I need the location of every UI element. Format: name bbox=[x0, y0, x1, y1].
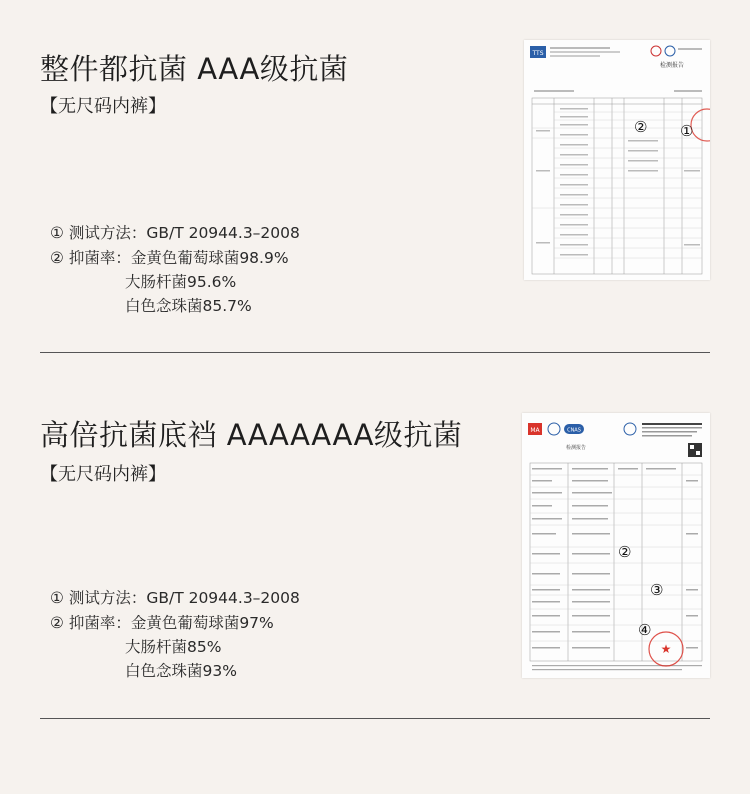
inhibition-rate-staph: ② 抑菌率：金黄色葡萄球菌98.9% bbox=[50, 249, 289, 267]
section-divider-bottom bbox=[40, 718, 710, 719]
stamp-star-icon: ★ bbox=[660, 642, 672, 656]
marker-2: ② bbox=[618, 543, 632, 561]
section-title: 整件都抗菌 AAA级抗菌 bbox=[40, 52, 349, 86]
section-subtitle: 【无尺码内裤】 bbox=[40, 464, 166, 485]
section-aaa-antibacterial bbox=[0, 0, 750, 352]
test-report-image bbox=[522, 413, 710, 678]
test-method: ① 测试方法：GB/T 20944.3–2008 bbox=[50, 224, 300, 242]
section-aaaaaaa-antibacterial bbox=[0, 353, 750, 718]
report-header-title: 检测报告 bbox=[659, 62, 685, 69]
section-subtitle: 【无尺码内裤】 bbox=[40, 96, 166, 117]
test-report-graphic bbox=[522, 413, 710, 678]
test-method: ① 测试方法：GB/T 20944.3–2008 bbox=[50, 589, 300, 607]
tts-logo: TTS bbox=[532, 50, 544, 57]
inhibition-rate-candida: 白色念珠菌93% bbox=[125, 662, 237, 680]
section-title: 高倍抗菌底裆 AAAAAAA级抗菌 bbox=[40, 418, 463, 452]
test-report-image bbox=[524, 40, 710, 280]
marker-1: ① bbox=[680, 122, 694, 140]
report-header-title: 检测报告 bbox=[566, 445, 587, 451]
inhibition-rate-candida: 白色念珠菌85.7% bbox=[125, 297, 252, 315]
ma-logo: MA bbox=[530, 427, 540, 434]
inhibition-rate-ecoli: 大肠杆菌95.6% bbox=[125, 273, 237, 291]
marker-3: ③ bbox=[650, 581, 664, 599]
inhibition-rate-ecoli: 大肠杆菌85% bbox=[125, 638, 222, 656]
test-report-graphic bbox=[524, 40, 710, 280]
marker-2: ② bbox=[634, 118, 648, 136]
cnas-logo: CNAS bbox=[567, 427, 581, 434]
marker-4: ④ bbox=[638, 621, 652, 639]
inhibition-rate-staph: ② 抑菌率：金黄色葡萄球菌97% bbox=[50, 614, 274, 632]
